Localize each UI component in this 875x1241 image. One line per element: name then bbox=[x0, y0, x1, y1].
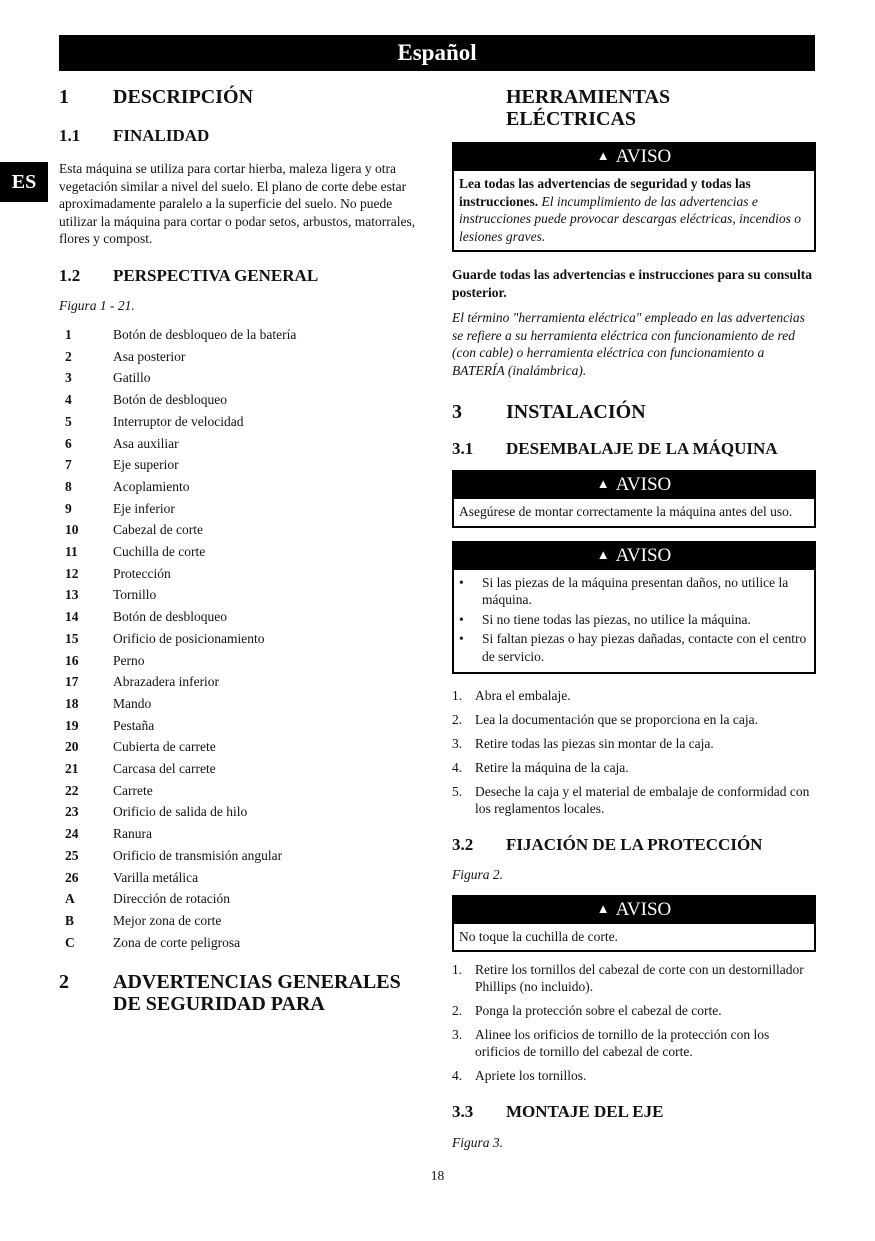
warning-box bbox=[452, 142, 816, 252]
list-item bbox=[59, 932, 426, 954]
step-text: Ponga la protección sobre el cabezal de corte. bbox=[475, 1003, 722, 1018]
warning-triangle-icon: ▲ bbox=[596, 148, 610, 163]
list-item bbox=[452, 735, 816, 752]
list-item bbox=[59, 454, 426, 476]
list-item bbox=[452, 961, 816, 995]
list-item bbox=[59, 758, 426, 780]
part-number: 6 bbox=[65, 435, 72, 451]
warning-bullet-list bbox=[459, 574, 809, 666]
part-label: Carrete bbox=[113, 782, 153, 798]
part-number: 2 bbox=[65, 348, 72, 364]
section-title: ADVERTENCIAS GENERALES DE SEGURIDAD PARA bbox=[113, 971, 401, 1016]
guard-steps bbox=[452, 961, 816, 1084]
part-label: Ranura bbox=[113, 826, 152, 842]
part-label: Zona de corte peligrosa bbox=[113, 934, 241, 950]
list-item bbox=[59, 346, 426, 368]
list-item bbox=[452, 1002, 816, 1019]
left-column bbox=[59, 86, 426, 1015]
part-label: Eje inferior bbox=[113, 500, 175, 516]
bullet-icon: • bbox=[459, 631, 464, 646]
warning-italic-text: El incumplimiento de las advertencias e instrucciones puede provocar descargas eléctricas, incendios o lesiones graves. bbox=[459, 193, 802, 244]
part-number: 17 bbox=[65, 674, 79, 690]
part-number: 9 bbox=[65, 500, 72, 516]
list-item bbox=[59, 693, 426, 715]
section-1-2-heading bbox=[59, 266, 426, 286]
section-title: FINALIDAD bbox=[113, 126, 210, 145]
section-title: FIJACIÓN DE LA PROTECCIÓN bbox=[506, 835, 763, 854]
list-item bbox=[59, 324, 426, 346]
part-label: Orificio de posicionamiento bbox=[113, 630, 265, 646]
warning-label: AVISO bbox=[615, 474, 672, 495]
section-number: 1.2 bbox=[59, 265, 81, 285]
step-number: 1. bbox=[452, 688, 463, 703]
part-number: 5 bbox=[65, 413, 72, 429]
section-title: PERSPECTIVA GENERAL bbox=[113, 265, 319, 285]
warning-header bbox=[454, 543, 814, 570]
list-item bbox=[59, 823, 426, 845]
bullet-icon: • bbox=[459, 611, 464, 627]
part-number: 14 bbox=[65, 609, 79, 625]
warning-triangle-icon: ▲ bbox=[596, 900, 610, 916]
bullet-icon: • bbox=[459, 574, 464, 590]
section-number: 3 bbox=[452, 401, 462, 423]
step-number: 3. bbox=[452, 1027, 463, 1042]
list-item bbox=[59, 801, 426, 823]
bullet-text: Si las piezas de la máquina presentan daños, no utilice la máquina. bbox=[482, 574, 789, 607]
list-item bbox=[59, 888, 426, 910]
term-definition-text: El término "herramienta eléctrica" empleado en las advertencias se refiere a su herramienta eléctrica con funcionamiento de red (con cable) o herramienta eléctrica con funcionamiento a BATERÍA (inalámbrica). bbox=[452, 310, 805, 378]
step-text: Apriete los tornillos. bbox=[475, 1068, 587, 1083]
right-column bbox=[452, 86, 816, 1152]
list-item bbox=[59, 411, 426, 433]
warning-label: AVISO bbox=[615, 898, 672, 920]
list-item bbox=[59, 541, 426, 563]
list-item bbox=[452, 759, 816, 776]
part-number: 26 bbox=[65, 869, 79, 885]
section-title: HERRAMIENTAS ELÉCTRICAS bbox=[506, 86, 671, 130]
section-number-spacer bbox=[452, 86, 506, 130]
list-item bbox=[59, 584, 426, 606]
section-number: 3.3 bbox=[452, 1102, 474, 1121]
part-number: 20 bbox=[65, 739, 79, 755]
list-item bbox=[59, 671, 426, 693]
part-number: 8 bbox=[65, 478, 72, 494]
warning-label: AVISO bbox=[615, 146, 672, 167]
step-number: 4. bbox=[452, 760, 463, 775]
step-text: Lea la documentación que se proporciona en la caja. bbox=[475, 712, 758, 727]
part-label: Interruptor de velocidad bbox=[113, 413, 244, 429]
step-number: 2. bbox=[452, 1003, 463, 1018]
part-number: 19 bbox=[65, 717, 79, 733]
part-label: Abrazadera inferior bbox=[113, 674, 220, 690]
part-label: Botón de desbloqueo de la batería bbox=[113, 327, 297, 342]
part-label: Cubierta de carrete bbox=[113, 739, 216, 755]
warning-triangle-icon: ▲ bbox=[596, 476, 610, 491]
part-label: Mando bbox=[113, 695, 152, 711]
list-item bbox=[59, 563, 426, 585]
part-number: 7 bbox=[65, 457, 72, 473]
part-number: 10 bbox=[65, 522, 79, 538]
list-item bbox=[59, 389, 426, 411]
warning-body: No toque la cuchilla de corte. bbox=[459, 928, 618, 944]
part-number: 24 bbox=[65, 826, 79, 842]
warning-body bbox=[454, 570, 814, 673]
list-item bbox=[452, 783, 816, 817]
part-number: 1 bbox=[65, 327, 72, 342]
step-number: 1. bbox=[452, 962, 463, 977]
section-number: 1 bbox=[59, 86, 69, 108]
part-number: B bbox=[65, 912, 75, 928]
language-tab: ES bbox=[0, 162, 48, 202]
section-3-3-heading bbox=[452, 1102, 816, 1122]
step-text: Retire los tornillos del cabezal de corte con un destornillador Phillips (no incluido). bbox=[475, 962, 804, 994]
step-number: 4. bbox=[452, 1068, 463, 1083]
section-1-heading bbox=[59, 86, 426, 108]
list-item bbox=[59, 867, 426, 889]
bullet-text: Si faltan piezas o hay piezas dañadas, contacte con el centro de servicio. bbox=[482, 631, 807, 664]
list-item bbox=[59, 845, 426, 867]
part-label: Acoplamiento bbox=[113, 478, 190, 494]
figure-reference: Figura 1 - 21. bbox=[59, 297, 135, 313]
part-label: Cabezal de corte bbox=[113, 522, 203, 538]
warning-bold-text: Lea todas las advertencias de seguridad y todas las instrucciones. bbox=[459, 176, 751, 209]
list-item bbox=[59, 433, 426, 455]
list-item bbox=[59, 910, 426, 932]
section-number: 3.2 bbox=[452, 835, 474, 854]
list-item bbox=[59, 780, 426, 802]
section-title: INSTALACIÓN bbox=[506, 401, 646, 423]
part-number: 18 bbox=[65, 695, 79, 711]
warning-triangle-icon: ▲ bbox=[596, 546, 610, 562]
section-number: 3.1 bbox=[452, 439, 474, 458]
page-number: 18 bbox=[430, 1168, 445, 1183]
part-number: 13 bbox=[65, 587, 79, 603]
warning-box bbox=[452, 895, 816, 953]
list-item bbox=[459, 574, 809, 609]
figure-reference: Figura 3. bbox=[452, 1135, 504, 1150]
part-number: 15 bbox=[65, 630, 79, 646]
list-item bbox=[59, 628, 426, 650]
part-label: Varilla metálica bbox=[113, 869, 199, 885]
part-number: 11 bbox=[65, 544, 78, 560]
list-item bbox=[59, 736, 426, 758]
section-1-1-heading bbox=[59, 126, 426, 146]
warning-header bbox=[454, 144, 814, 171]
section-3-2-heading bbox=[452, 835, 816, 855]
list-item bbox=[59, 650, 426, 672]
part-label: Botón de desbloqueo bbox=[113, 392, 227, 408]
part-label: Cuchilla de corte bbox=[113, 544, 206, 560]
part-label: Tornillo bbox=[113, 587, 157, 603]
part-number: 23 bbox=[65, 804, 79, 820]
part-label: Dirección de rotación bbox=[113, 891, 230, 907]
unpack-steps bbox=[452, 687, 816, 817]
list-item bbox=[452, 1067, 816, 1084]
part-label: Orificio de transmisión angular bbox=[113, 847, 283, 863]
list-item bbox=[59, 476, 426, 498]
section-title: MONTAJE DEL EJE bbox=[506, 1102, 664, 1121]
step-text: Retire todas las piezas sin montar de la caja. bbox=[475, 736, 714, 751]
step-text: Deseche la caja y el material de embalaje de conformidad con los reglamentos locales. bbox=[475, 784, 810, 816]
part-number: 21 bbox=[65, 761, 79, 777]
step-text: Retire la máquina de la caja. bbox=[475, 760, 629, 775]
step-text: Alinee los orificios de tornillo de la protección con los orificios de tornillo del cabezal de corte. bbox=[475, 1027, 770, 1059]
list-item bbox=[59, 606, 426, 628]
warning-box bbox=[452, 470, 816, 528]
part-label: Botón de desbloqueo bbox=[113, 609, 227, 625]
list-item bbox=[59, 367, 426, 389]
part-label: Protección bbox=[113, 565, 171, 581]
warning-header bbox=[454, 897, 814, 924]
part-number: A bbox=[65, 891, 75, 907]
section-title: DESEMBALAJE DE LA MÁQUINA bbox=[506, 439, 778, 458]
section-title: DESCRIPCIÓN bbox=[113, 86, 254, 108]
warning-header bbox=[454, 472, 814, 499]
keep-instructions-text: Guarde todas las advertencias e instrucciones para su consulta posterior. bbox=[452, 267, 813, 300]
warning-body: Asegúrese de montar correctamente la máquina antes del uso. bbox=[459, 504, 793, 519]
step-number: 2. bbox=[452, 712, 463, 727]
part-number: 3 bbox=[65, 370, 72, 386]
step-number: 3. bbox=[452, 736, 463, 751]
purpose-paragraph: Esta máquina se utiliza para cortar hierba, maleza ligera y otra vegetación similar a nivel del suelo. El plano de corte debe estar aproximadamente paralelo a la superficie del suelo. No puede utilizar la máquina para cortar o podar setos, arbustos, matorrales, flores y compost. bbox=[59, 161, 416, 246]
part-number: 12 bbox=[65, 565, 79, 581]
warning-label: AVISO bbox=[615, 544, 672, 566]
step-number: 5. bbox=[452, 784, 463, 799]
section-number: 1.1 bbox=[59, 126, 81, 145]
bullet-text: Si no tiene todas las piezas, no utilice la máquina. bbox=[482, 611, 751, 627]
part-label: Eje superior bbox=[113, 457, 179, 473]
step-text: Abra el embalaje. bbox=[475, 688, 571, 703]
part-number: 25 bbox=[65, 847, 79, 863]
part-number: 4 bbox=[65, 392, 72, 408]
part-number: 22 bbox=[65, 782, 79, 798]
section-2-heading bbox=[59, 971, 426, 1015]
language-banner: Español bbox=[59, 35, 815, 71]
list-item bbox=[452, 687, 816, 704]
list-item bbox=[452, 711, 816, 728]
parts-list bbox=[59, 324, 426, 953]
part-label: Carcasa del carrete bbox=[113, 761, 216, 777]
part-label: Asa posterior bbox=[113, 348, 186, 364]
section-3-heading bbox=[452, 401, 816, 423]
part-label: Pestaña bbox=[113, 717, 155, 733]
part-label: Mejor zona de corte bbox=[113, 912, 222, 928]
part-number: 16 bbox=[65, 652, 79, 668]
part-label: Asa auxiliar bbox=[113, 435, 179, 451]
section-2-continued-heading bbox=[452, 86, 816, 130]
list-item bbox=[59, 715, 426, 737]
section-number: 2 bbox=[59, 971, 69, 994]
section-3-1-heading bbox=[452, 439, 816, 459]
list-item bbox=[59, 519, 426, 541]
figure-reference: Figura 2. bbox=[452, 867, 504, 882]
part-number: C bbox=[65, 934, 75, 950]
list-item bbox=[59, 498, 426, 520]
list-item bbox=[459, 611, 809, 629]
warning-box bbox=[452, 541, 816, 675]
list-item bbox=[459, 630, 809, 665]
part-label: Orificio de salida de hilo bbox=[113, 804, 248, 820]
part-label: Perno bbox=[113, 652, 145, 668]
warning-body bbox=[454, 171, 814, 250]
list-item bbox=[452, 1026, 816, 1060]
part-label: Gatillo bbox=[113, 370, 151, 386]
